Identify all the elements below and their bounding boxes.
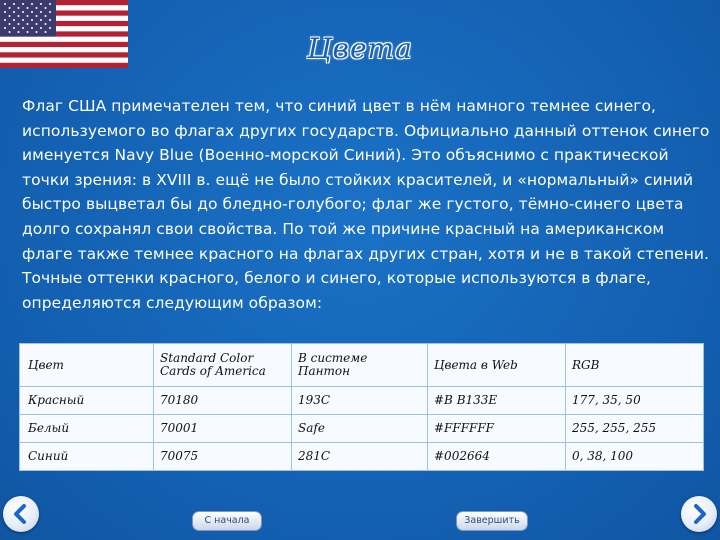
table-cell: Safe bbox=[292, 415, 428, 443]
finish-button[interactable]: Завершить bbox=[456, 511, 528, 531]
table-cell: #002664 bbox=[428, 443, 566, 471]
table-cell: 70001 bbox=[154, 415, 292, 443]
color-specs-table bbox=[19, 343, 704, 471]
table-cell: 177, 35, 50 bbox=[566, 387, 704, 415]
previous-slide-button[interactable] bbox=[3, 496, 39, 532]
header-cell: Standard Color Cards of America bbox=[154, 344, 292, 387]
table-cell: 70075 bbox=[154, 443, 292, 471]
table-header-row bbox=[20, 344, 704, 387]
start-over-button[interactable]: С начала bbox=[192, 511, 262, 531]
table-cell: 0, 38, 100 bbox=[566, 443, 704, 471]
table-cell: #FFFFFF bbox=[428, 415, 566, 443]
header-cell: RGB bbox=[566, 344, 704, 387]
header-cell: Цвета в Web bbox=[428, 344, 566, 387]
table-cell: 281C bbox=[292, 443, 428, 471]
table-row bbox=[20, 415, 704, 443]
header-cell: В системе Пантон bbox=[292, 344, 428, 387]
table-cell: #B B133E bbox=[428, 387, 566, 415]
header-cell: Цвет bbox=[20, 344, 154, 387]
table-cell: 255, 255, 255 bbox=[566, 415, 704, 443]
body-paragraph: Флаг США примечателен тем, что синий цвет в нём намного темнее синего, используемого во флагах других государств. Официально данный оттенок синего именуется Navy Blue (Военно-морской Синий). Это объяснимо с практической точки зрения: в XVIII в. ещё не было стойких красителей, и «нормальный» синий быстро выцветал бы до бледно-голубого; флаг же густого, тёмно-синего цвета долго сохранял свои свойства. По той же причине красный на американском флаге также темнее красного на флагах других стран, хотя и не в такой степени. Точные оттенки красного, белого и синего, которые используются в флаге, определяются следующим образом: bbox=[22, 97, 710, 312]
table-cell: 70180 bbox=[154, 387, 292, 415]
table-cell: 193C bbox=[292, 387, 428, 415]
table-row bbox=[20, 443, 704, 471]
next-slide-button[interactable] bbox=[681, 496, 717, 532]
chevron-left-icon bbox=[9, 502, 33, 526]
table-cell: Белый bbox=[20, 415, 154, 443]
table-cell: Синий bbox=[20, 443, 154, 471]
slide-title: Цвета bbox=[307, 32, 413, 65]
table-row bbox=[20, 387, 704, 415]
table-cell: Красный bbox=[20, 387, 154, 415]
chevron-right-icon bbox=[687, 502, 711, 526]
